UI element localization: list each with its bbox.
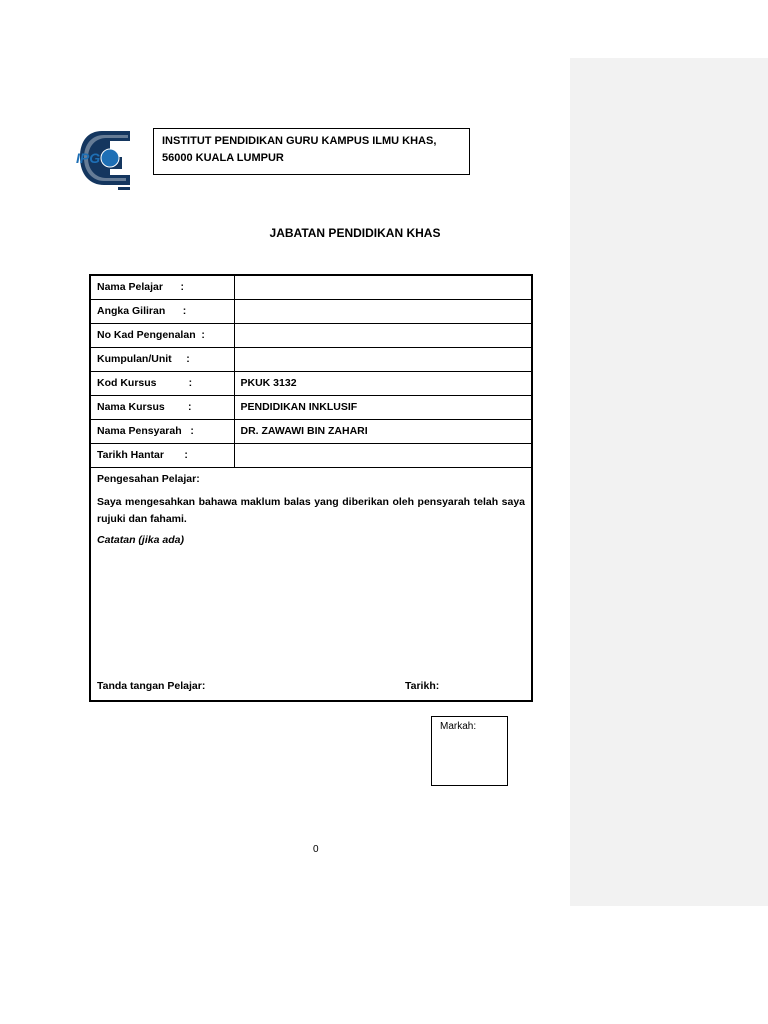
confirmation-statement: Saya mengesahkan bahawa maklum balas yang diberikan oleh pensyarah telah saya rujuki dan fahami. bbox=[97, 495, 525, 525]
field-label: Kumpulan/Unit : bbox=[90, 347, 234, 371]
date-label: Tarikh: bbox=[405, 680, 440, 692]
form-row-tarikh-hantar bbox=[90, 443, 532, 467]
field-value[interactable] bbox=[234, 443, 532, 467]
field-label: Angka Giliran : bbox=[90, 299, 234, 323]
field-value[interactable] bbox=[234, 323, 532, 347]
field-value[interactable]: PKUK 3132 bbox=[234, 371, 532, 395]
form-row-pengesahan bbox=[90, 467, 532, 701]
confirmation-label: Pengesahan Pelajar: bbox=[97, 472, 200, 485]
notes-label: Catatan (jika ada) bbox=[97, 533, 184, 546]
comment-pane bbox=[570, 58, 768, 906]
field-label: Kod Kursus : bbox=[90, 371, 234, 395]
field-value[interactable] bbox=[234, 275, 532, 299]
marks-label: Markah: bbox=[440, 721, 477, 732]
ipg-logo bbox=[76, 127, 132, 193]
field-label: No Kad Pengenalan : bbox=[90, 323, 234, 347]
confirmation-section[interactable] bbox=[90, 467, 532, 701]
field-value[interactable]: DR. ZAWAWI BIN ZAHARI bbox=[234, 419, 532, 443]
signature-label: Tanda tangan Pelajar: bbox=[97, 680, 206, 692]
form-row-angka-giliran bbox=[90, 299, 532, 323]
student-info-form bbox=[89, 274, 533, 702]
logo-text: IPG bbox=[76, 150, 101, 166]
field-value[interactable] bbox=[234, 299, 532, 323]
field-value[interactable]: PENDIDIKAN INKLUSIF bbox=[234, 395, 532, 419]
institution-name: INSTITUT PENDIDIKAN GURU KAMPUS ILMU KHAS, bbox=[162, 135, 437, 147]
form-row-nama-kursus bbox=[90, 395, 532, 419]
form-row-no-kad-pengenalan bbox=[90, 323, 532, 347]
institution-address: 56000 KUALA LUMPUR bbox=[162, 152, 284, 164]
page-number: 0 bbox=[313, 844, 319, 855]
form-row-nama-pelajar bbox=[90, 275, 532, 299]
field-label: Tarikh Hantar : bbox=[90, 443, 234, 467]
field-label: Nama Pensyarah : bbox=[90, 419, 234, 443]
field-label: Nama Pelajar : bbox=[90, 275, 234, 299]
field-value[interactable] bbox=[234, 347, 532, 371]
form-row-nama-pensyarah bbox=[90, 419, 532, 443]
form-row-kod-kursus bbox=[90, 371, 532, 395]
institution-header bbox=[153, 128, 470, 175]
form-row-kumpulan-unit bbox=[90, 347, 532, 371]
field-label: Nama Kursus : bbox=[90, 395, 234, 419]
department-title: JABATAN PENDIDIKAN KHAS bbox=[269, 226, 441, 240]
marks-box[interactable] bbox=[431, 716, 508, 786]
